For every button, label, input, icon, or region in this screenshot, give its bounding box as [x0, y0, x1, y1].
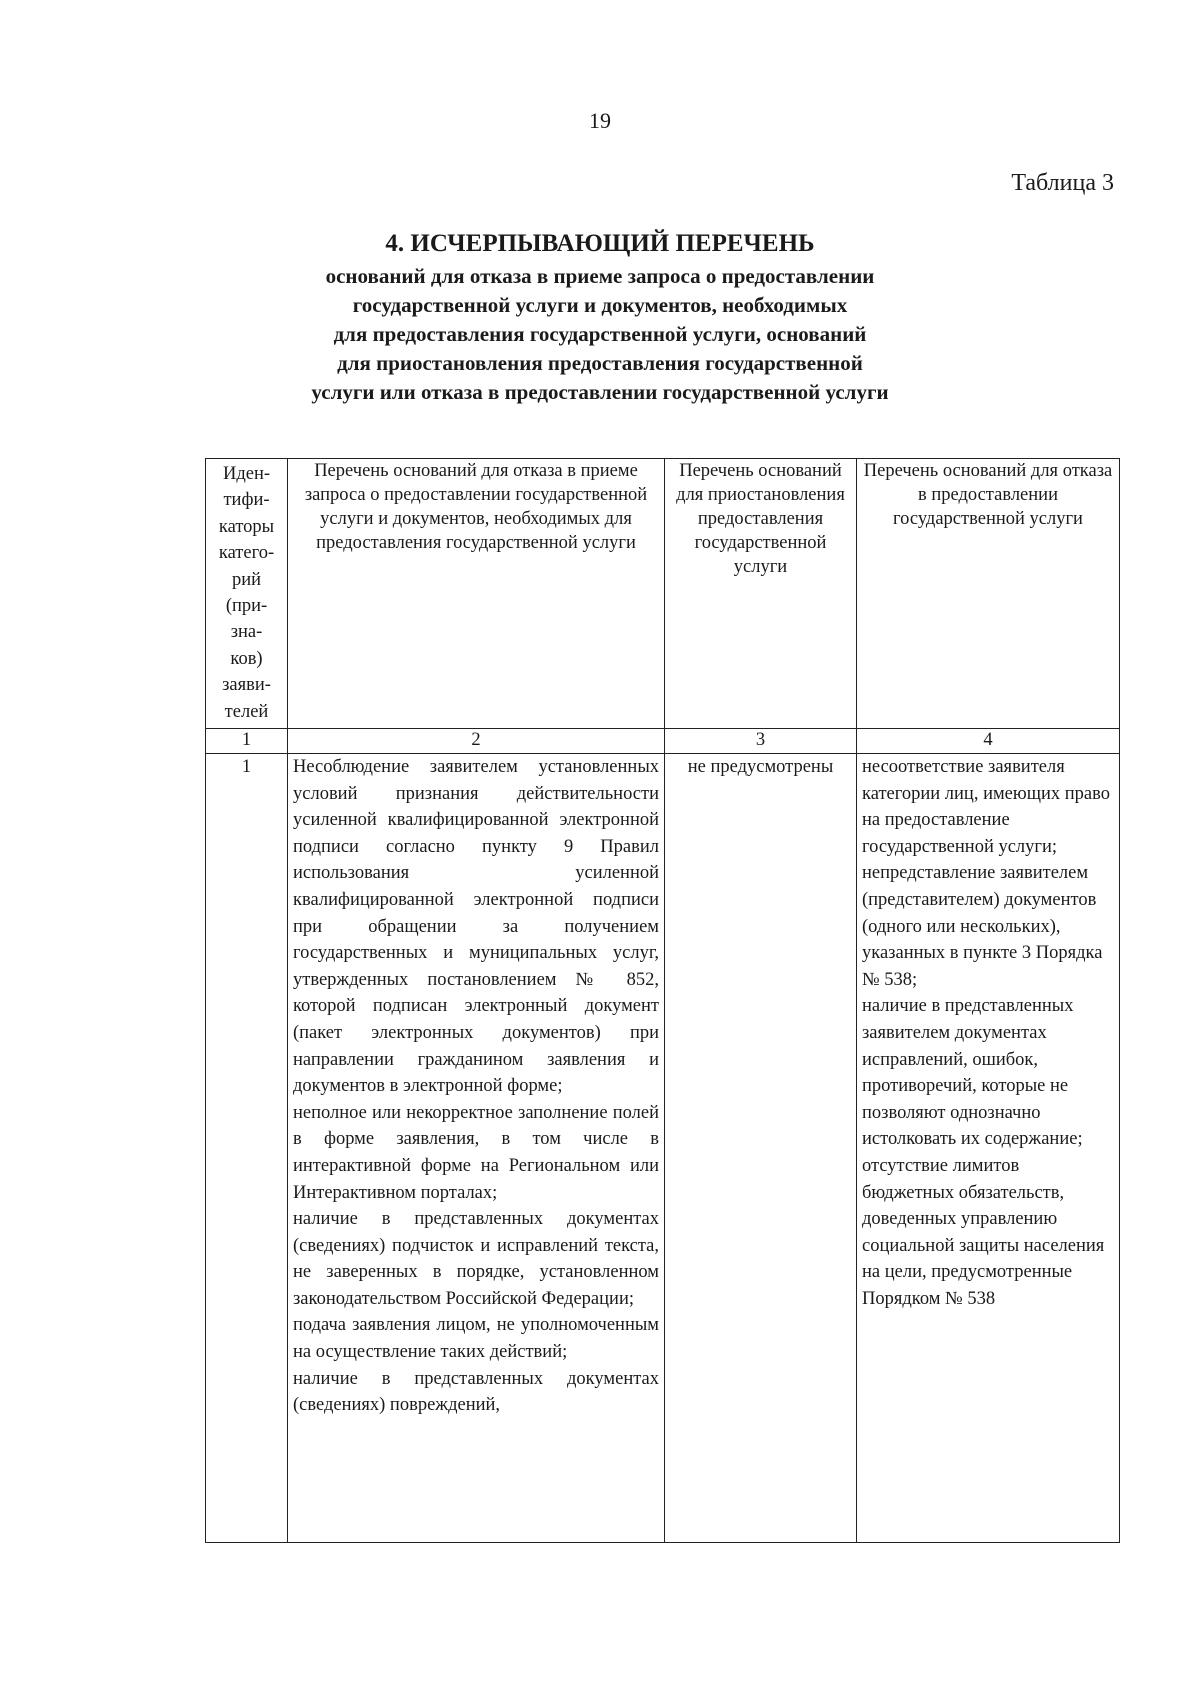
grounds-table	[205, 458, 1120, 1543]
refusal-service-item: наличие в представленных заявителем документах исправлений, ошибок, противоречий, которые не позволяют однозначно истолковать их содержание;	[862, 996, 1083, 1150]
heading-subtitle-line: услуги или отказа в предоставлении государственной услуги	[311, 380, 889, 404]
heading-subtitle-line: для предоставления государственной услуги, оснований	[333, 322, 867, 346]
header-refusal-service: Перечень оснований для отказа в предоставлении государственной услуги	[857, 459, 1120, 729]
table-header-row	[206, 459, 1120, 729]
table-row	[206, 754, 1120, 1543]
header-refusal-reception: Перечень оснований для отказа в приеме запроса о предоставлении государственной услуги и документов, необходимых для предоставления государственной услуги	[288, 459, 665, 729]
column-number: 4	[857, 729, 1120, 754]
refusal-reception-item: подача заявления лицом, не уполномоченным на осуществление таких действий;	[293, 1315, 659, 1363]
page-number: 19	[589, 108, 611, 133]
column-number: 2	[288, 729, 665, 754]
heading-subtitle-line: государственной услуги и документов, необходимых	[352, 293, 848, 317]
column-number: 3	[665, 729, 857, 754]
cell-refusal-service	[857, 754, 1120, 1543]
cell-refusal-reception	[288, 754, 665, 1543]
refusal-service-item: непредставление заявителем (представителем) документов (одного или нескольких), указанных в пункте 3 Порядка № 538;	[862, 863, 1103, 990]
heading-title: 4. ИСЧЕРПЫВАЮЩИЙ ПЕРЕЧЕНЬ	[385, 230, 815, 257]
cell-suspension: не предусмотрены	[665, 754, 857, 1543]
refusal-reception-item: Несоблюдение заявителем установленных условий признания действительности усиленной квалифицированной электронной подписи согласно пункту 9 Правил использования усиленной квалифицированной электронной подписи при обращении за получением государственных и муниципальных услуг, утвержденных постановлением № 852, которой подписан электронный документ (пакет электронных документов) при направлении гражданином заявления и документов в электронной форме;	[293, 757, 659, 1097]
header-applicant-categories: Иден- тифи- каторы катего- рий (при- зна- ков) заяви- телей	[206, 459, 288, 729]
heading-subtitle-line: оснований для отказа в приеме запроса о предоставлении	[325, 264, 875, 288]
refusal-reception-item: неполное или некорректное заполнение полей в форме заявления, в том числе в интерактивной форме на Региональном или Интерактивном порталах;	[293, 1102, 659, 1203]
refusal-service-item: несоответствие заявителя категории лиц, имеющих право на предоставление государственной услуги;	[862, 757, 1110, 857]
heading-subtitle-line: для приостановления предоставления государственной	[337, 351, 863, 375]
heading-subtitle	[150, 262, 1050, 407]
document-heading	[150, 228, 1050, 407]
cell-identifier: 1	[206, 754, 288, 1543]
column-number-row	[206, 729, 1120, 754]
refusal-service-item: отсутствие лимитов бюджетных обязательств, доведенных управлению социальной защиты населения на цели, предусмотренные Порядком № 538	[862, 1155, 1105, 1309]
column-number: 1	[206, 729, 288, 754]
refusal-reception-item: наличие в представленных документах (сведениях) подчисток и исправлений текста, не заверенных в порядке, установленном законодательством Российской Федерации;	[293, 1209, 659, 1309]
table-label: Таблица 3	[1011, 170, 1114, 196]
refusal-reception-item: наличие в представленных документах (сведениях) повреждений,	[293, 1368, 659, 1416]
header-suspension: Перечень оснований для приостановления предоставления государственной услуги	[665, 459, 857, 729]
